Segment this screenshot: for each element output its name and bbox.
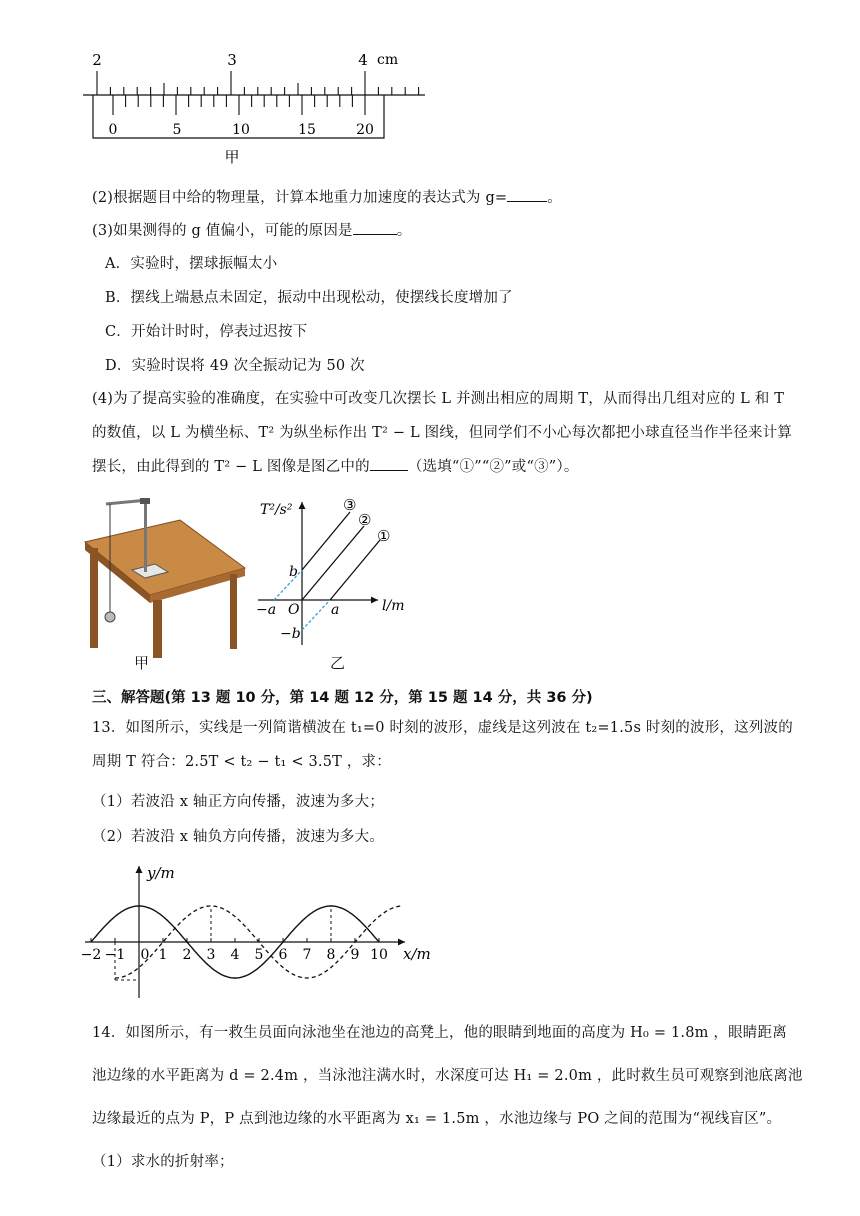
answer-blank xyxy=(370,456,408,471)
question-4-line-1: (4)为了提高实验的准确度，在实验中可改变几次摆长 L 并测出相应的周期 T，从而得出几组对应的 L 和 T xyxy=(92,391,785,407)
tick-label-neg-a: −a xyxy=(256,602,277,618)
answer-blank xyxy=(353,220,397,235)
x-axis-tick-label: 6 xyxy=(278,947,288,963)
figure-caption-right: 乙 xyxy=(330,654,346,672)
t2-l-graph xyxy=(250,490,420,650)
figure-caption: 甲 xyxy=(224,148,240,166)
table-top xyxy=(85,520,245,595)
stand-clamp xyxy=(140,498,150,504)
graph-line-2 xyxy=(302,526,364,600)
vernier-label: 5 xyxy=(172,122,182,138)
tick-label-b: b xyxy=(289,564,298,580)
x-axis-tick-label: 3 xyxy=(206,947,216,963)
question-2-text: (2)根据题目中给的物理量，计算本地重力加速度的表达式为 g= xyxy=(92,190,508,206)
question-4-line-3 xyxy=(92,455,579,476)
extension-line-1 xyxy=(302,600,330,630)
question-4-line-3-end: （选填“①”“②”或“③”）。 xyxy=(407,459,579,475)
q14-sub-1: （1）求水的折射率； xyxy=(92,1154,234,1170)
x-axis-tick-label: 4 xyxy=(230,947,240,963)
option-a: A．实验时，摆球振幅太小 xyxy=(105,256,278,272)
x-axis-tick-label: 2 xyxy=(182,947,192,963)
option-c: C．开始计时时，停表过迟按下 xyxy=(105,324,308,340)
q13-sub-1: （1）若波沿 x 轴正方向传播，波速为多大； xyxy=(92,794,385,810)
x-axis-tick-label: 5 xyxy=(254,947,264,963)
x-axis-tick-label: 1 xyxy=(158,947,168,963)
table-leg xyxy=(153,600,162,658)
x-axis-tick-label: 7 xyxy=(302,947,312,963)
x-axis-tick-label: 10 xyxy=(370,947,388,963)
y-axis-label: T²/s² xyxy=(260,502,293,518)
vernier-label: 15 xyxy=(298,122,316,138)
option-d: D．实验时误将 49 次全振动记为 50 次 xyxy=(105,358,365,374)
main-scale-unit: cm xyxy=(377,52,399,68)
tick-label-neg-b: −b xyxy=(280,626,301,642)
question-4-line-2: 的数值，以 L 为横坐标、T² 为纵坐标作出 T² − L 图线，但同学们不小心每次都把小球直径当作半径来计算 xyxy=(92,425,793,441)
figure-caption-left: 甲 xyxy=(134,654,150,672)
q14-line-2: 池边缘的水平距离为 d = 2.4m ，当泳池注满水时，水深度可达 H₁ = 2.0m ，此时救生员可观察到池底离池 xyxy=(92,1068,803,1084)
question-2-end: 。 xyxy=(547,190,562,206)
tick-label-a: a xyxy=(331,602,340,618)
question-3-end: 。 xyxy=(396,223,412,239)
vernier-label: 0 xyxy=(108,122,118,138)
option-b: B．摆线上端悬点未固定，振动中出现松动，使摆线长度增加了 xyxy=(105,290,513,306)
main-scale-label: 2 xyxy=(92,51,102,69)
line-label-1: ① xyxy=(377,527,391,545)
pendulum-bob xyxy=(105,612,115,622)
stand-rod xyxy=(144,498,147,572)
main-scale-label: 4 xyxy=(358,51,368,69)
q14-line-3: 边缘最近的点为 P，P 点到池边缘的水平距离为 x₁ = 1.5m ，水池边缘与 PO 之间的范围为“视线盲区”。 xyxy=(92,1111,782,1127)
x-axis-tick-label: 9 xyxy=(350,947,360,963)
x-axis-tick-label: 8 xyxy=(326,947,336,963)
q13-line-1: 13．如图所示，实线是一列简谐横波在 t₁=0 时刻的波形，虚线是这列波在 t₂=1.5s 时刻的波形，这列波的 xyxy=(92,720,793,736)
graph-line-3 xyxy=(302,512,350,570)
question-2 xyxy=(92,186,562,207)
pendulum-table-figure xyxy=(80,490,250,670)
answer-blank xyxy=(507,187,547,202)
x-axis-label: x/m xyxy=(403,945,431,963)
x-axis-tick-label: 0 xyxy=(140,947,150,963)
line-label-2: ② xyxy=(358,511,372,529)
vernier-caliper-figure xyxy=(75,45,435,175)
line-label-3: ③ xyxy=(343,496,357,514)
q13-sub-2: （2）若波沿 x 轴负方向传播，波速为多大。 xyxy=(92,829,385,845)
main-scale-label: 3 xyxy=(227,51,237,69)
x-axis-label: l/m xyxy=(382,598,405,614)
x-axis-tick-label: −2 xyxy=(80,947,102,963)
table-leg xyxy=(230,574,237,649)
question-4-line-3-text: 摆长，由此得到的 T² − L 图像是图乙中的 xyxy=(92,459,370,475)
wave-figure xyxy=(75,858,445,1003)
question-3 xyxy=(92,219,411,240)
x-axis-tick-label: −1 xyxy=(104,947,126,963)
question-3-text: (3)如果测得的 g 值偏小，可能的原因是 xyxy=(92,223,353,239)
q13-line-2: 周期 T 符合：2.5T < t₂ − t₁ < 3.5T ，求： xyxy=(92,754,391,770)
origin-label: O xyxy=(288,602,300,618)
q14-line-1: 14．如图所示，有一救生员面向泳池坐在池边的高凳上，他的眼睛到地面的高度为 H₀ = 1.8m ，眼睛距离 xyxy=(92,1025,787,1041)
y-axis-label: y/m xyxy=(147,864,175,882)
vernier-label: 10 xyxy=(232,122,250,138)
table-leg xyxy=(90,548,98,648)
section-heading: 三、解答题(第 13 题 10 分，第 14 题 12 分，第 15 题 14 分，共 36 分) xyxy=(92,690,593,706)
graph-line-1 xyxy=(330,540,380,600)
vernier-label: 20 xyxy=(356,122,374,138)
